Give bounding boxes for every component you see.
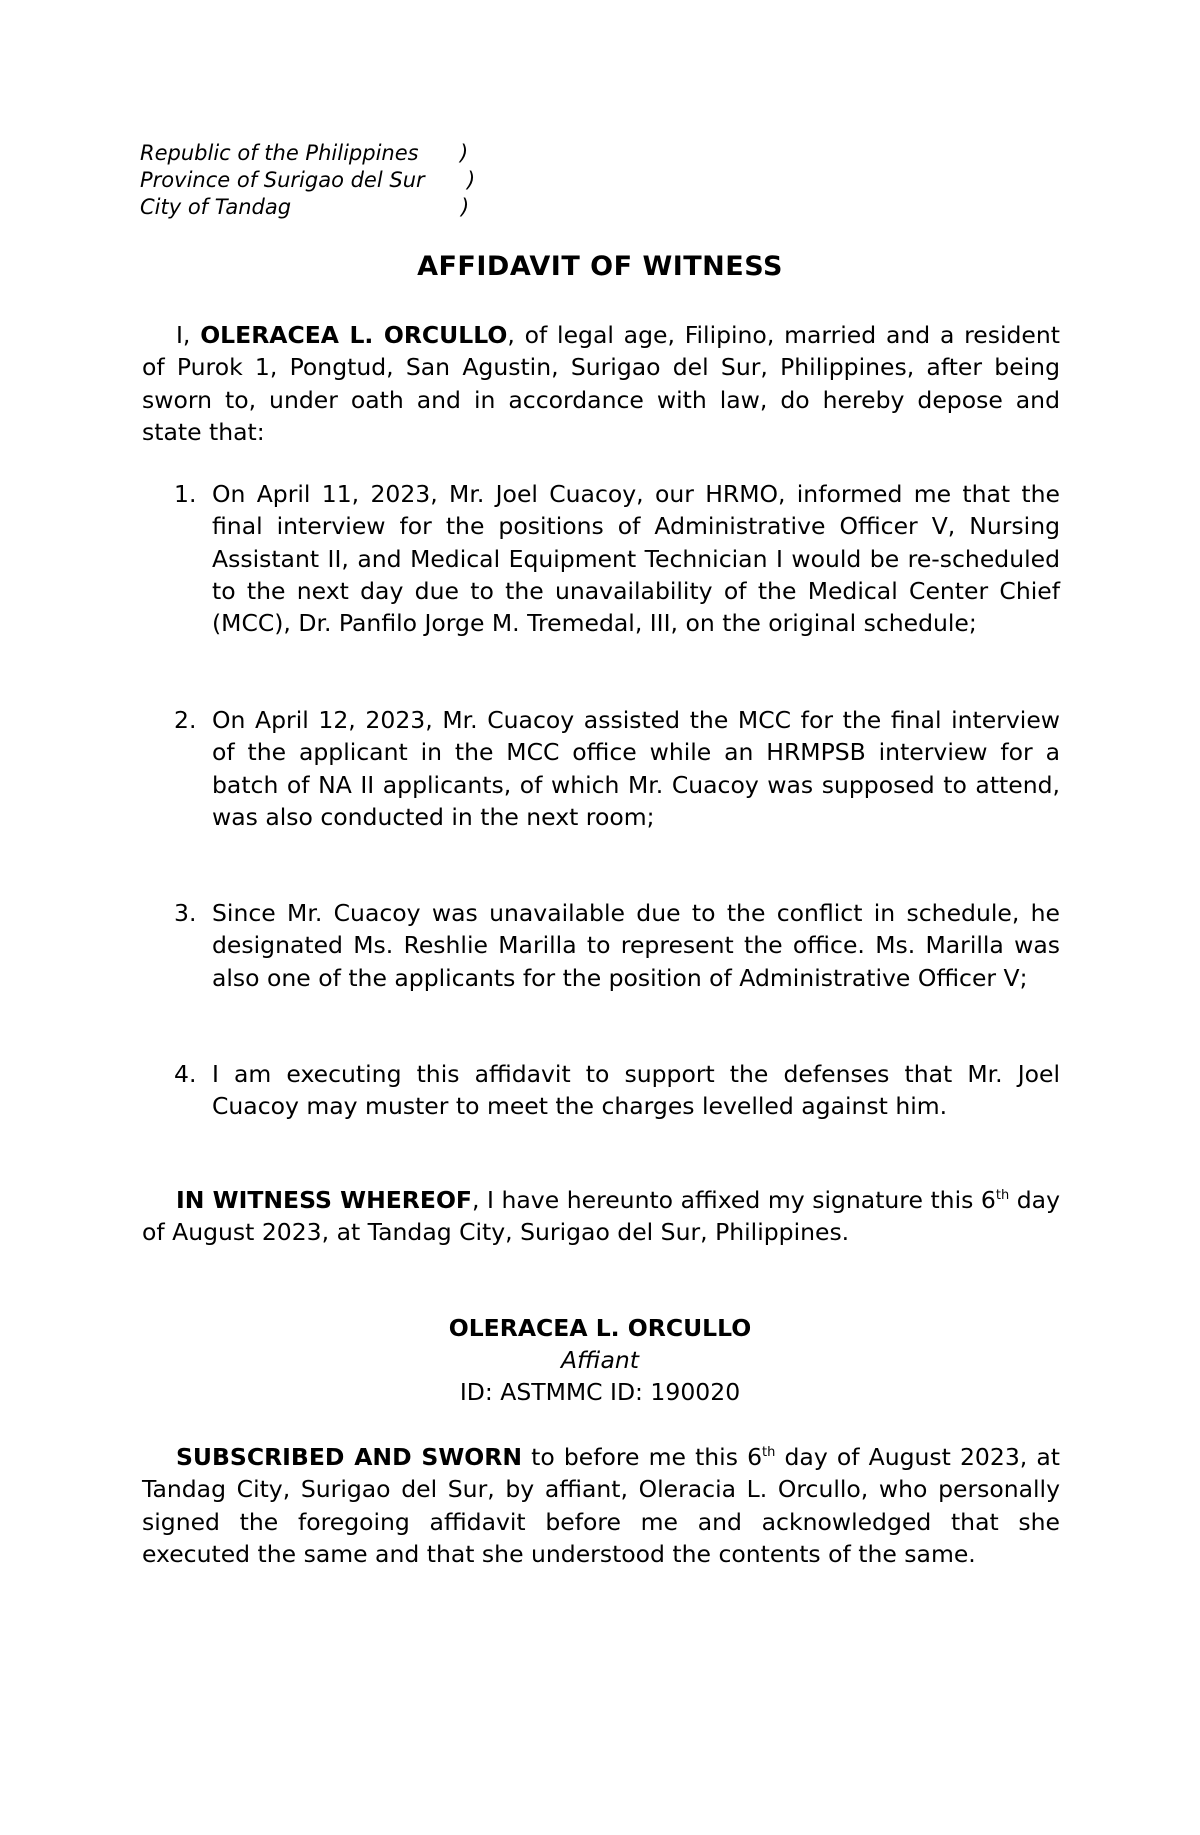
venue-city: City of Tandag <box>140 195 292 219</box>
jurat-lead: SUBSCRIBED AND SWORN <box>176 1443 523 1471</box>
venue-province-line <box>140 167 476 194</box>
ordinal-suffix: th <box>762 1445 776 1460</box>
jurat-paragraph <box>142 1441 1060 1570</box>
venue-country-line <box>140 140 469 167</box>
list-item-number: 3. <box>174 899 197 927</box>
intro-prefix: I, <box>176 321 201 349</box>
affiant-id: ID: ASTMMC ID: 190020 <box>459 1378 741 1406</box>
witness-paragraph <box>142 1184 1060 1249</box>
venue-province: Province of Surigao del Sur <box>140 168 425 192</box>
list-item-number: 1. <box>174 480 197 508</box>
intro-text: , of legal age, Filipino, married and a resident of Purok 1, Pongtud, San Agustin, Surigao del Sur, Philippines, after being sworn to, under oath and in accordance with law, do hereby depose and state that: <box>142 321 1061 446</box>
list-item-text: On April 12, 2023, Mr. Cuacoy assisted the MCC for the final interview of the applicant in the MCC office while an HRMPSB interview for a batch of NA II applicants, of which Mr. Cuacoy was supposed to attend, was also conducted in the next room; <box>212 706 1060 831</box>
list-item-number: 4. <box>174 1060 197 1088</box>
witness-text: , I have hereunto affixed my signature this 6 <box>471 1186 996 1214</box>
list-item-number: 2. <box>174 706 197 734</box>
list-item-text: On April 11, 2023, Mr. Joel Cuacoy, our HRMO, informed me that the final interview for the positions of Administrative Officer V, Nursing Assistant II, and Medical Equipment Technician I would be re-scheduled to the next day due to the unavailability of the Medical Center Chief (MCC), Dr. Panfilo Jorge M. Tremedal, III, on the original schedule; <box>212 480 1060 638</box>
venue-bracket: ) <box>460 141 469 165</box>
witness-lead: IN WITNESS WHEREOF <box>176 1186 472 1214</box>
affiant-name: OLERACEA L. ORCULLO <box>448 1314 752 1342</box>
affiant-name-inline: OLERACEA L. ORCULLO <box>200 321 508 349</box>
affiant-block <box>0 1312 1200 1408</box>
intro-paragraph <box>142 319 1060 448</box>
venue-block <box>140 140 476 221</box>
venue-bracket: ) <box>461 195 470 219</box>
venue-bracket: ) <box>467 168 476 192</box>
list-item-text: Since Mr. Cuacoy was unavailable due to the conflict in schedule, he designated Ms. Reshlie Marilla to represent the office. Ms. Marilla was also one of the applicants for the position of Administrative Officer V; <box>212 899 1060 992</box>
affiant-role: Affiant <box>560 1346 640 1374</box>
list-item-text: I am executing this affidavit to support the defenses that Mr. Joel Cuacoy may muster to meet the charges levelled against him. <box>212 1060 1060 1121</box>
document-title: AFFIDAVIT OF WITNESS <box>417 251 783 282</box>
venue-country: Republic of the Philippines <box>140 141 419 165</box>
jurat-text: to before me this 6 <box>522 1443 763 1471</box>
ordinal-suffix: th <box>995 1188 1010 1203</box>
witness-text-continued: day of August 2023, at Tandag City, Surigao del Sur, Philippines. <box>142 1186 1060 1247</box>
jurat-text-continued: day of August 2023, at Tandag City, Surigao del Sur, by affiant, Oleracia L. Orcullo, who personally signed the foregoing affidavit before me and acknowledged that she executed the same and that she understood the contents of the same. <box>142 1443 1060 1568</box>
venue-city-line <box>140 194 470 221</box>
